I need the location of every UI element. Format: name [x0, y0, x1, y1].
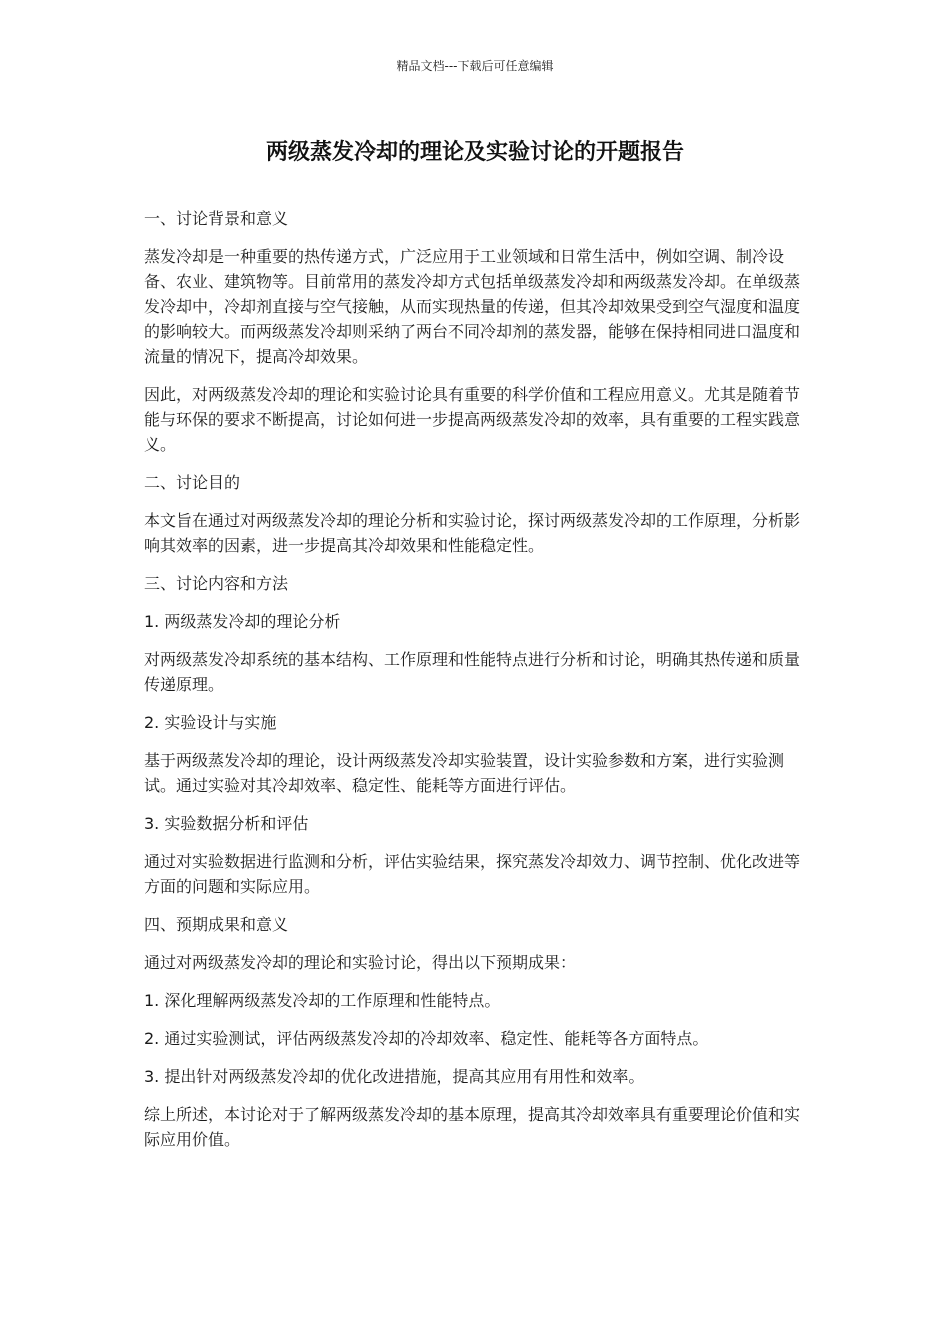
- expected-result-item-1: 1. 深化理解两级蒸发冷却的工作原理和性能特点。: [144, 991, 501, 1010]
- expected-result-item-2: 2. 通过实验测试，评估两级蒸发冷却的冷却效率、稳定性、能耗等各方面特点。: [144, 1029, 709, 1048]
- section-heading-background: 一、讨论背景和意义: [144, 209, 289, 228]
- paragraph-data-analysis: 通过对实验数据进行监测和分析，评估实验结果，探究蒸发冷却效力、调节控制、优化改进等方面的问题和实际应用。: [144, 852, 801, 896]
- subheading-experiment-design: 2. 实验设计与实施: [144, 713, 277, 732]
- expected-result-item-3: 3. 提出针对两级蒸发冷却的优化改进措施，提高其应用有用性和效率。: [144, 1067, 645, 1086]
- paragraph-background-1: 蒸发冷却是一种重要的热传递方式，广泛应用于工业领域和日常生活中，例如空调、制冷设备、农业、建筑物等。目前常用的蒸发冷却方式包括单级蒸发冷却和两级蒸发冷却。在单级蒸发冷却中，冷却剂直接与空气接触，从而实现热量的传递，但其冷却效果受到空气湿度和温度的影响较大。而两级蒸发冷却则采纳了两台不同冷却剂的蒸发器，能够在保持相同进口温度和流量的情况下，提高冷却效果。: [144, 247, 801, 366]
- paragraph-theory-analysis: 对两级蒸发冷却系统的基本结构、工作原理和性能特点进行分析和讨论，明确其热传递和质量传递原理。: [144, 650, 801, 694]
- paragraph-background-2: 因此，对两级蒸发冷却的理论和实验讨论具有重要的科学价值和工程应用意义。尤其是随着节能与环保的要求不断提高，讨论如何进一步提高两级蒸发冷却的效率，具有重要的工程实践意义。: [144, 385, 801, 454]
- section-heading-content-methods: 三、讨论内容和方法: [144, 574, 289, 593]
- page-header: 精品文档---下载后可任意编辑: [396, 59, 554, 73]
- document-body: [144, 206, 804, 1165]
- paragraph-experiment-design: 基于两级蒸发冷却的理论，设计两级蒸发冷却实验装置，设计实验参数和方案，进行实验测试。通过实验对其冷却效率、稳定性、能耗等方面进行评估。: [144, 751, 785, 795]
- section-heading-expected-results: 四、预期成果和意义: [144, 915, 289, 934]
- section-heading-purpose: 二、讨论目的: [144, 473, 241, 492]
- subheading-data-analysis: 3. 实验数据分析和评估: [144, 814, 309, 833]
- document-title: 两级蒸发冷却的理论及实验讨论的开题报告: [265, 140, 684, 165]
- subheading-theory-analysis: 1. 两级蒸发冷却的理论分析: [144, 612, 341, 631]
- paragraph-purpose: 本文旨在通过对两级蒸发冷却的理论分析和实验讨论，探讨两级蒸发冷却的工作原理，分析影响其效率的因素，进一步提高其冷却效果和性能稳定性。: [144, 511, 801, 555]
- paragraph-expected-intro: 通过对两级蒸发冷却的理论和实验讨论，得出以下预期成果：: [144, 953, 577, 972]
- paragraph-conclusion: 综上所述，本讨论对于了解两级蒸发冷却的基本原理，提高其冷却效率具有重要理论价值和实际应用价值。: [144, 1105, 801, 1149]
